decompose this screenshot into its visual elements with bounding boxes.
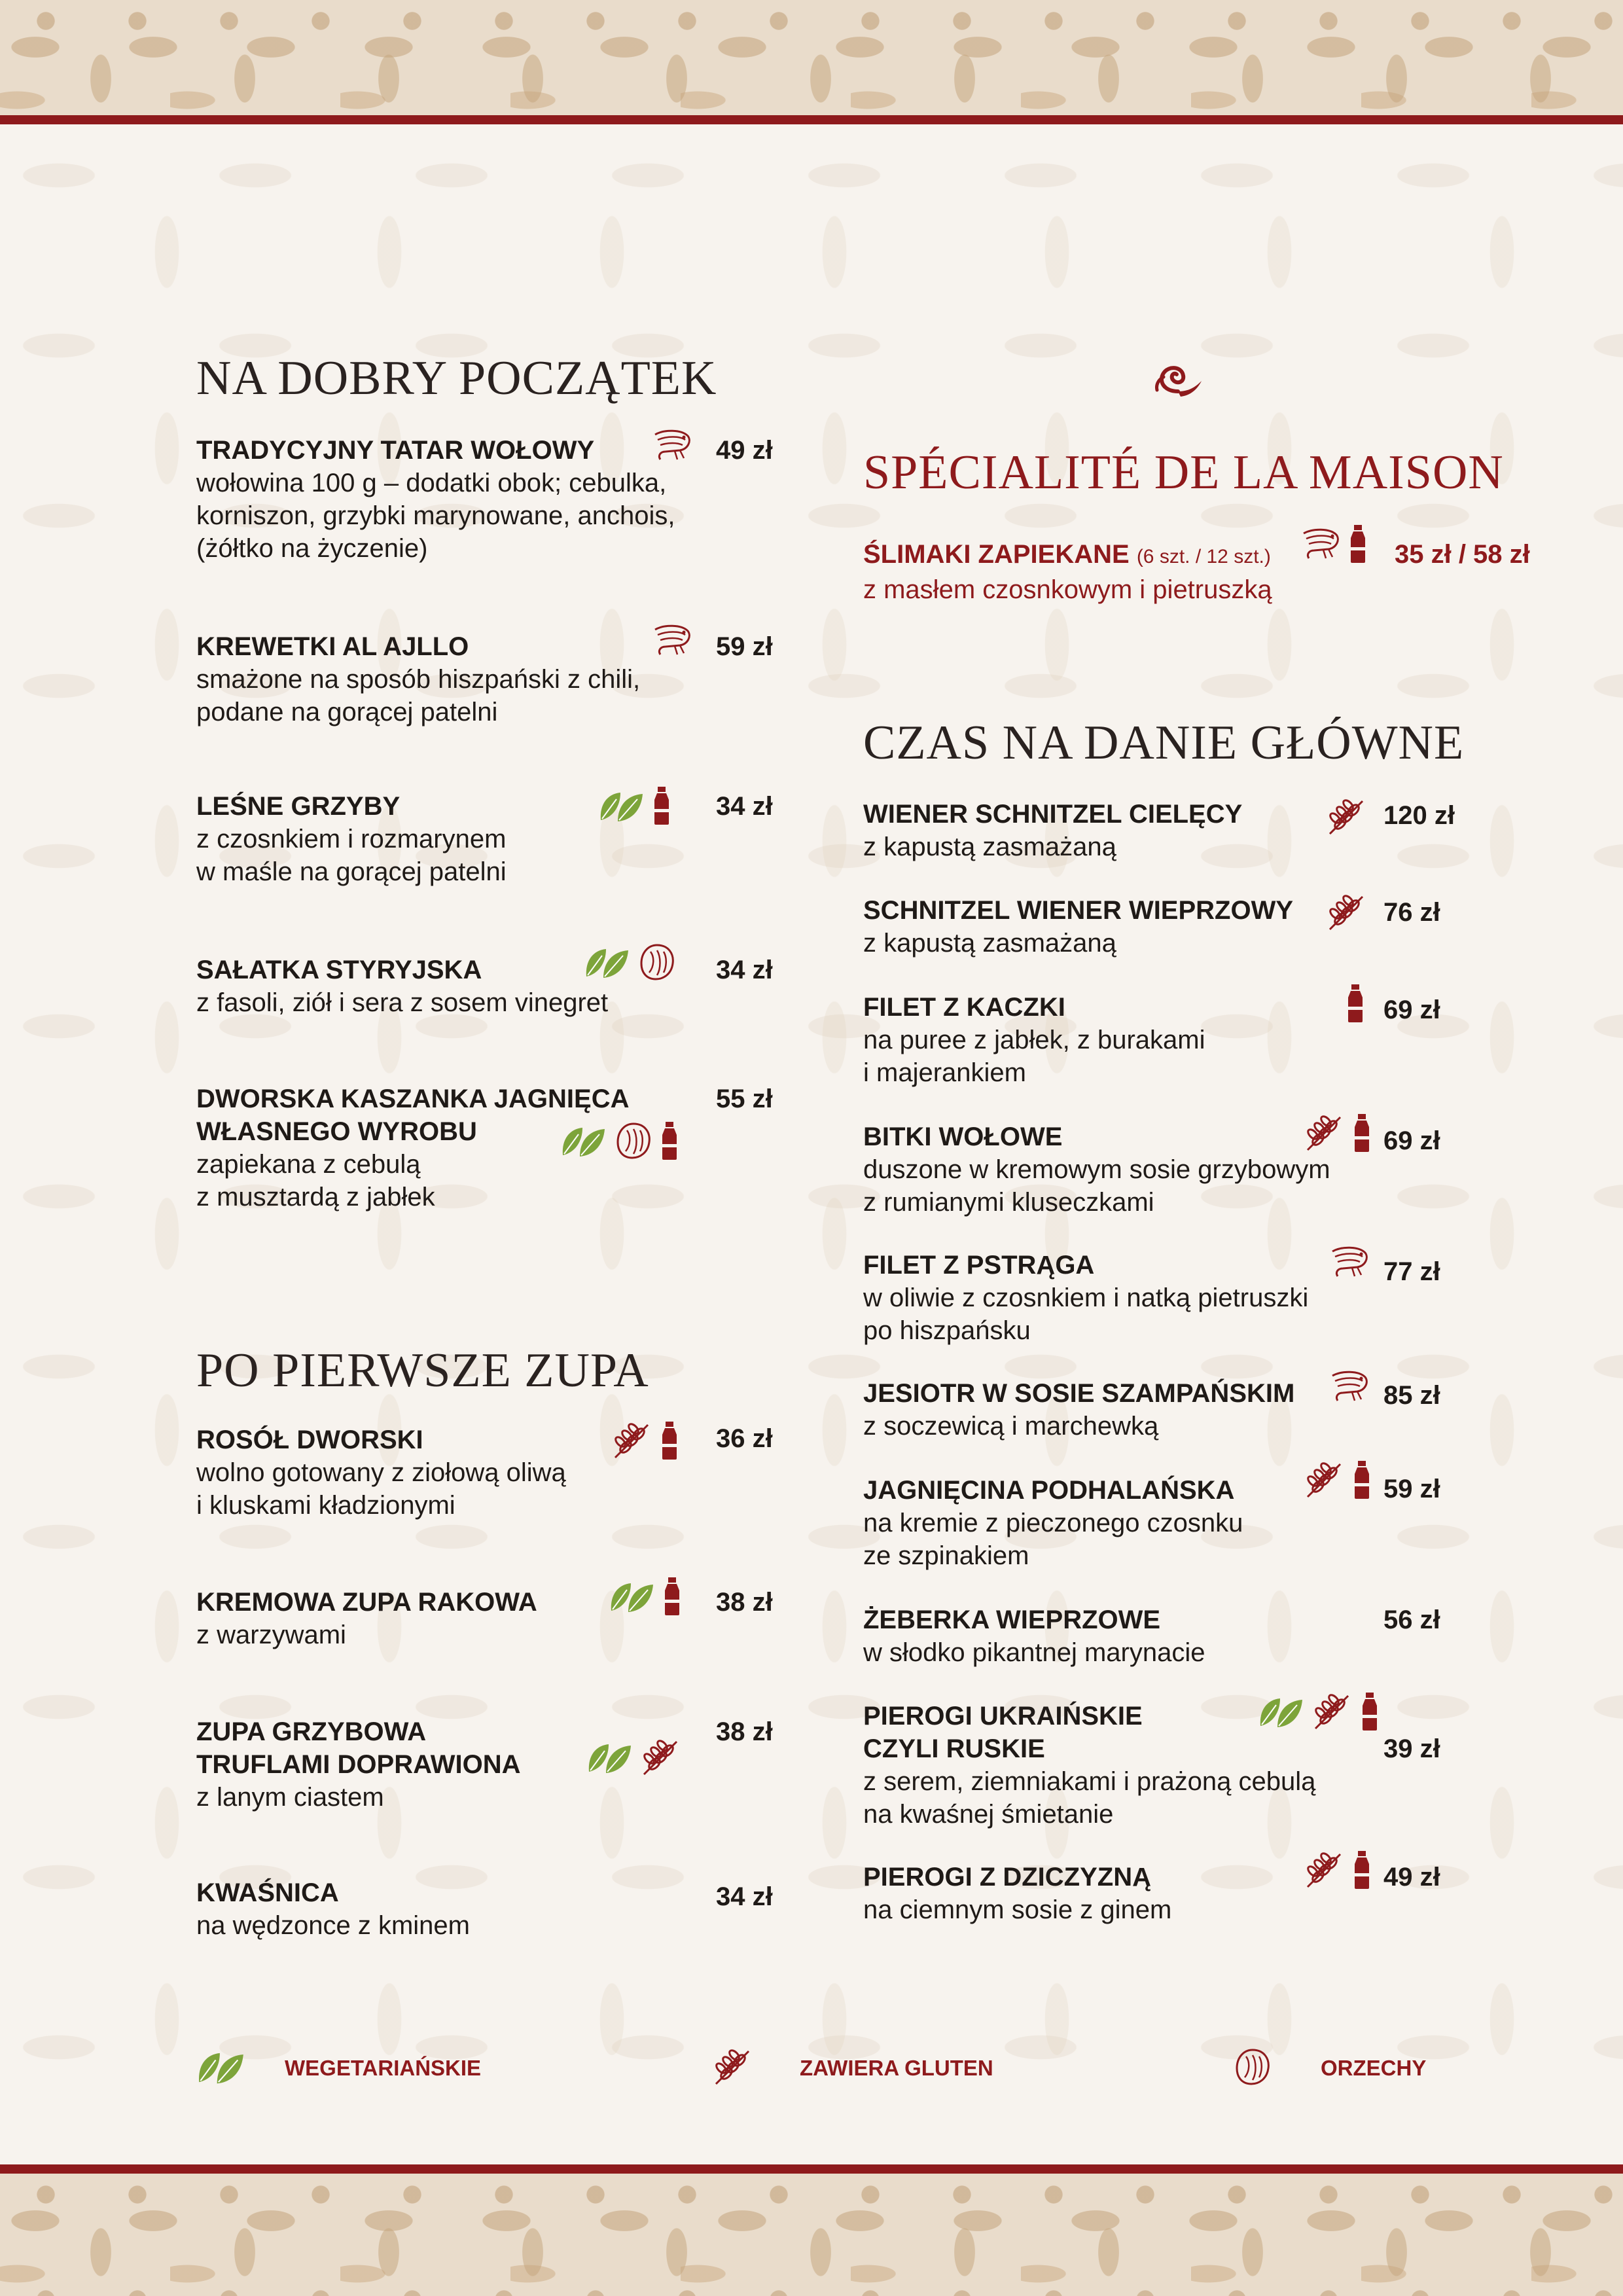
dish-description: na kremie z pieczonego czosnku bbox=[863, 1509, 1243, 1537]
milk-bottle-icon bbox=[660, 1420, 679, 1461]
shrimp-icon bbox=[651, 427, 693, 463]
price: 36 zł bbox=[716, 1424, 773, 1453]
price: 34 zł bbox=[716, 1882, 773, 1911]
milk-bottle-icon bbox=[1346, 983, 1365, 1024]
dish-name: FILET Z PSTRĄGA bbox=[863, 1251, 1095, 1280]
legend-nuts-label: ORZECHY bbox=[1321, 2056, 1427, 2080]
dish-description: wołowina 100 g – dodatki obok; cebulka, bbox=[196, 469, 667, 497]
milk-bottle-icon bbox=[1348, 524, 1368, 564]
dish-name: ROSÓŁ DWORSKI bbox=[196, 1426, 423, 1454]
dish-description: na wędzonce z kminem bbox=[196, 1911, 470, 1940]
dish-description: z serem, ziemniakami i prażoną cebulą bbox=[863, 1767, 1316, 1796]
dish-description: ze szpinakiem bbox=[863, 1541, 1029, 1570]
vegetarian-leaf-icon bbox=[560, 1122, 607, 1159]
menu-item bbox=[196, 1424, 566, 1522]
allergen-icons bbox=[1326, 893, 1368, 932]
dish-description: z czosnkiem i rozmarynem bbox=[196, 825, 507, 853]
allergen-icons bbox=[1304, 1460, 1372, 1500]
vegetarian-leaf-icon bbox=[598, 787, 645, 824]
shrimp-icon bbox=[1329, 1244, 1370, 1280]
dish-name: ŻEBERKA WIEPRZOWE bbox=[863, 1605, 1161, 1634]
menu-item bbox=[863, 1604, 1205, 1669]
menu-item bbox=[863, 1249, 1308, 1347]
price: 69 zł bbox=[1383, 996, 1440, 1024]
dish-description: z soczewicą i marchewką bbox=[863, 1412, 1159, 1441]
dish-description: z warzywami bbox=[196, 1621, 346, 1649]
dish-description: duszone w kremowym sosie grzybowym bbox=[863, 1155, 1330, 1184]
milk-bottle-icon bbox=[652, 785, 671, 826]
allergen-icons bbox=[586, 1738, 682, 1777]
legend-nuts bbox=[1233, 2047, 1272, 2087]
dish-description: z fasoli, ziół i sera z sosem vinegret bbox=[196, 988, 609, 1017]
allergen-icons bbox=[1304, 1113, 1372, 1153]
gluten-wheat-icon bbox=[611, 1421, 653, 1460]
allergen-icons bbox=[560, 1121, 679, 1161]
price: 77 zł bbox=[1383, 1257, 1440, 1286]
dish-name: ZUPA GRZYBOWA bbox=[196, 1717, 427, 1746]
menu-item bbox=[863, 894, 1293, 960]
legend-vegetarian bbox=[196, 2047, 246, 2087]
dish-description: na puree z jabłek, z burakami bbox=[863, 1026, 1205, 1054]
gluten-wheat-icon bbox=[1304, 1850, 1346, 1890]
gluten-wheat-icon bbox=[1326, 797, 1368, 836]
dish-name: LEŚNE GRZYBY bbox=[196, 792, 401, 821]
dish-name-line-2: WŁASNEGO WYROBU bbox=[196, 1117, 477, 1146]
vegetarian-leaf-icon bbox=[609, 1578, 656, 1615]
allergen-icons bbox=[1304, 1850, 1372, 1890]
menu-item bbox=[863, 1121, 1330, 1219]
menu-item bbox=[196, 1586, 537, 1651]
dish-name: KWAŚNICA bbox=[196, 1878, 339, 1907]
dish-name: KREWETKI AL AJLLO bbox=[196, 632, 469, 661]
menu-item bbox=[863, 1700, 1315, 1831]
dish-name: WIENER SCHNITZEL CIELĘCY bbox=[863, 800, 1243, 829]
top-red-rule bbox=[0, 115, 1623, 124]
price: 55 zł bbox=[716, 1085, 773, 1113]
nut-icon bbox=[614, 1121, 653, 1160]
price: 34 zł bbox=[716, 956, 773, 984]
menu-item bbox=[196, 630, 640, 728]
shrimp-icon bbox=[1300, 526, 1342, 562]
allergen-icons bbox=[1329, 1368, 1370, 1405]
gluten-wheat-icon bbox=[1326, 893, 1368, 932]
dish-description: wolno gotowany z ziołową oliwą bbox=[196, 1458, 566, 1487]
vegetarian-leaf-icon bbox=[1258, 1693, 1305, 1730]
price: 34 zł bbox=[716, 792, 773, 821]
dish-description: w słodko pikantnej marynacie bbox=[863, 1638, 1205, 1667]
menu-item bbox=[196, 790, 507, 888]
dish-name-line-2: TRUFLAMI DOPRAWIONA bbox=[196, 1750, 521, 1779]
price: 85 zł bbox=[1383, 1381, 1440, 1410]
menu-item-specialty bbox=[863, 538, 1272, 606]
allergen-icons bbox=[1326, 797, 1368, 836]
milk-bottle-icon bbox=[1352, 1460, 1372, 1500]
section-title-mains: CZAS NA DANIE GŁÓWNE bbox=[863, 716, 1465, 770]
shrimp-icon bbox=[651, 622, 693, 658]
legend-gluten bbox=[712, 2047, 754, 2087]
allergen-icons bbox=[611, 1420, 679, 1461]
price: 59 zł bbox=[716, 632, 773, 661]
menu-item bbox=[863, 1861, 1171, 1926]
dish-description: zapiekana z cebulą bbox=[196, 1150, 421, 1179]
price: 49 zł bbox=[1383, 1863, 1440, 1892]
menu-item bbox=[196, 1876, 470, 1942]
price: 38 zł bbox=[716, 1588, 773, 1617]
price: 56 zł bbox=[1383, 1605, 1440, 1634]
menu-item bbox=[863, 798, 1242, 863]
dish-description: z rumianymi kluseczkami bbox=[863, 1188, 1154, 1217]
dish-description: podane na gorącej patelni bbox=[196, 698, 498, 726]
price: 69 zł bbox=[1383, 1126, 1440, 1155]
gluten-wheat-icon bbox=[1304, 1113, 1346, 1153]
dish-name: FILET Z KACZKI bbox=[863, 993, 1065, 1022]
section-title-specialty: SPÉCIALITÉ DE LA MAISON bbox=[863, 446, 1504, 499]
price: 38 zł bbox=[716, 1717, 773, 1746]
dish-description: z kapustą zasmażaną bbox=[863, 929, 1116, 958]
dish-name: DWORSKA KASZANKA JAGNIĘCA bbox=[196, 1085, 630, 1113]
dish-description: smażone na sposób hiszpański z chili, bbox=[196, 665, 641, 694]
gluten-wheat-icon bbox=[1311, 1692, 1353, 1731]
allergen-icons bbox=[1300, 524, 1368, 564]
allergen-icons bbox=[651, 622, 693, 658]
bottom-floral-border bbox=[0, 2174, 1623, 2296]
menu-item bbox=[863, 991, 1205, 1089]
dish-description: (żółtko na życzenie) bbox=[196, 534, 428, 563]
dish-name: JESIOTR W SOSIE SZAMPAŃSKIM bbox=[863, 1379, 1295, 1408]
dish-name: SAŁATKA STYRYJSKA bbox=[196, 956, 482, 984]
vegetarian-leaf-icon bbox=[196, 2047, 246, 2087]
bottom-red-rule bbox=[0, 2164, 1623, 2174]
nut-icon bbox=[1233, 2047, 1272, 2087]
dish-quantity: (6 szt. / 12 szt.) bbox=[1136, 546, 1271, 567]
price: 35 zł / 58 zł bbox=[1395, 540, 1530, 569]
allergen-icons bbox=[609, 1576, 682, 1617]
dish-name-row bbox=[863, 538, 1272, 573]
nut-icon bbox=[637, 942, 677, 982]
price: 49 zł bbox=[716, 436, 773, 465]
menu-item bbox=[196, 954, 608, 1019]
swirl-logo-icon bbox=[1152, 357, 1205, 399]
dish-description: na kwaśnej śmietanie bbox=[863, 1800, 1114, 1829]
dish-name: JAGNIĘCINA PODHALAŃSKA bbox=[863, 1476, 1235, 1505]
section-title-soups: PO PIERWSZE ZUPA bbox=[196, 1344, 649, 1397]
vegetarian-leaf-icon bbox=[584, 944, 631, 980]
shrimp-icon bbox=[1329, 1368, 1370, 1405]
dish-description: z lanym ciastem bbox=[196, 1783, 384, 1812]
price: 120 zł bbox=[1383, 801, 1455, 830]
allergen-icons bbox=[1329, 1244, 1370, 1280]
dish-name: ŚLIMAKI ZAPIEKANE bbox=[863, 540, 1130, 569]
dish-name: KREMOWA ZUPA RAKOWA bbox=[196, 1588, 537, 1617]
dish-description: i kluskami kładzionymi bbox=[196, 1491, 455, 1520]
milk-bottle-icon bbox=[1360, 1691, 1380, 1732]
gluten-wheat-icon bbox=[640, 1738, 682, 1777]
dish-description: z kapustą zasmażaną bbox=[863, 833, 1116, 861]
legend-vegetarian-label: WEGETARIAŃSKIE bbox=[285, 2056, 482, 2080]
milk-bottle-icon bbox=[1352, 1113, 1372, 1153]
menu-item bbox=[196, 434, 675, 565]
menu-item bbox=[863, 1377, 1294, 1443]
price: 59 zł bbox=[1383, 1475, 1440, 1503]
milk-bottle-icon bbox=[662, 1576, 682, 1617]
legend-gluten-label: ZAWIERA GLUTEN bbox=[800, 2056, 993, 2080]
dish-name: TRADYCYJNY TATAR WOŁOWY bbox=[196, 436, 595, 465]
emblem bbox=[1152, 357, 1205, 399]
dish-description: po hiszpańsku bbox=[863, 1316, 1031, 1345]
dish-description: z masłem czosnkowym i pietruszką bbox=[863, 575, 1272, 604]
dish-name: PIEROGI UKRAIŃSKIE bbox=[863, 1702, 1143, 1731]
dish-description: korniszon, grzybki marynowane, anchois, bbox=[196, 501, 675, 530]
milk-bottle-icon bbox=[1352, 1850, 1372, 1890]
allergen-icons bbox=[584, 942, 677, 982]
gluten-wheat-icon bbox=[1304, 1460, 1346, 1499]
dish-name: PIEROGI Z DZICZYZNĄ bbox=[863, 1863, 1151, 1892]
vegetarian-leaf-icon bbox=[586, 1739, 633, 1776]
dish-name: BITKI WOŁOWE bbox=[863, 1122, 1063, 1151]
price: 39 zł bbox=[1383, 1734, 1440, 1763]
dish-description: i majerankiem bbox=[863, 1058, 1026, 1087]
allergen-icons bbox=[1258, 1691, 1380, 1732]
dish-name-line-2: CZYLI RUSKIE bbox=[863, 1734, 1045, 1763]
gluten-wheat-icon bbox=[712, 2047, 754, 2087]
top-floral-border bbox=[0, 0, 1623, 115]
section-title-starters: NA DOBRY POCZĄTEK bbox=[196, 351, 717, 405]
allergen-icons bbox=[651, 427, 693, 463]
dish-description: w oliwie z czosnkiem i natką pietruszki bbox=[863, 1283, 1309, 1312]
price: 76 zł bbox=[1383, 898, 1440, 927]
menu-item bbox=[196, 1715, 521, 1814]
menu-item bbox=[863, 1474, 1243, 1572]
allergen-icons bbox=[598, 785, 671, 826]
milk-bottle-icon bbox=[660, 1121, 679, 1161]
dish-description: z musztardą z jabłek bbox=[196, 1183, 435, 1211]
dish-description: na ciemnym sosie z ginem bbox=[863, 1895, 1172, 1924]
dish-name: SCHNITZEL WIENER WIEPRZOWY bbox=[863, 896, 1294, 925]
dish-description: w maśle na gorącej patelni bbox=[196, 857, 507, 886]
allergen-icons bbox=[1346, 983, 1365, 1024]
